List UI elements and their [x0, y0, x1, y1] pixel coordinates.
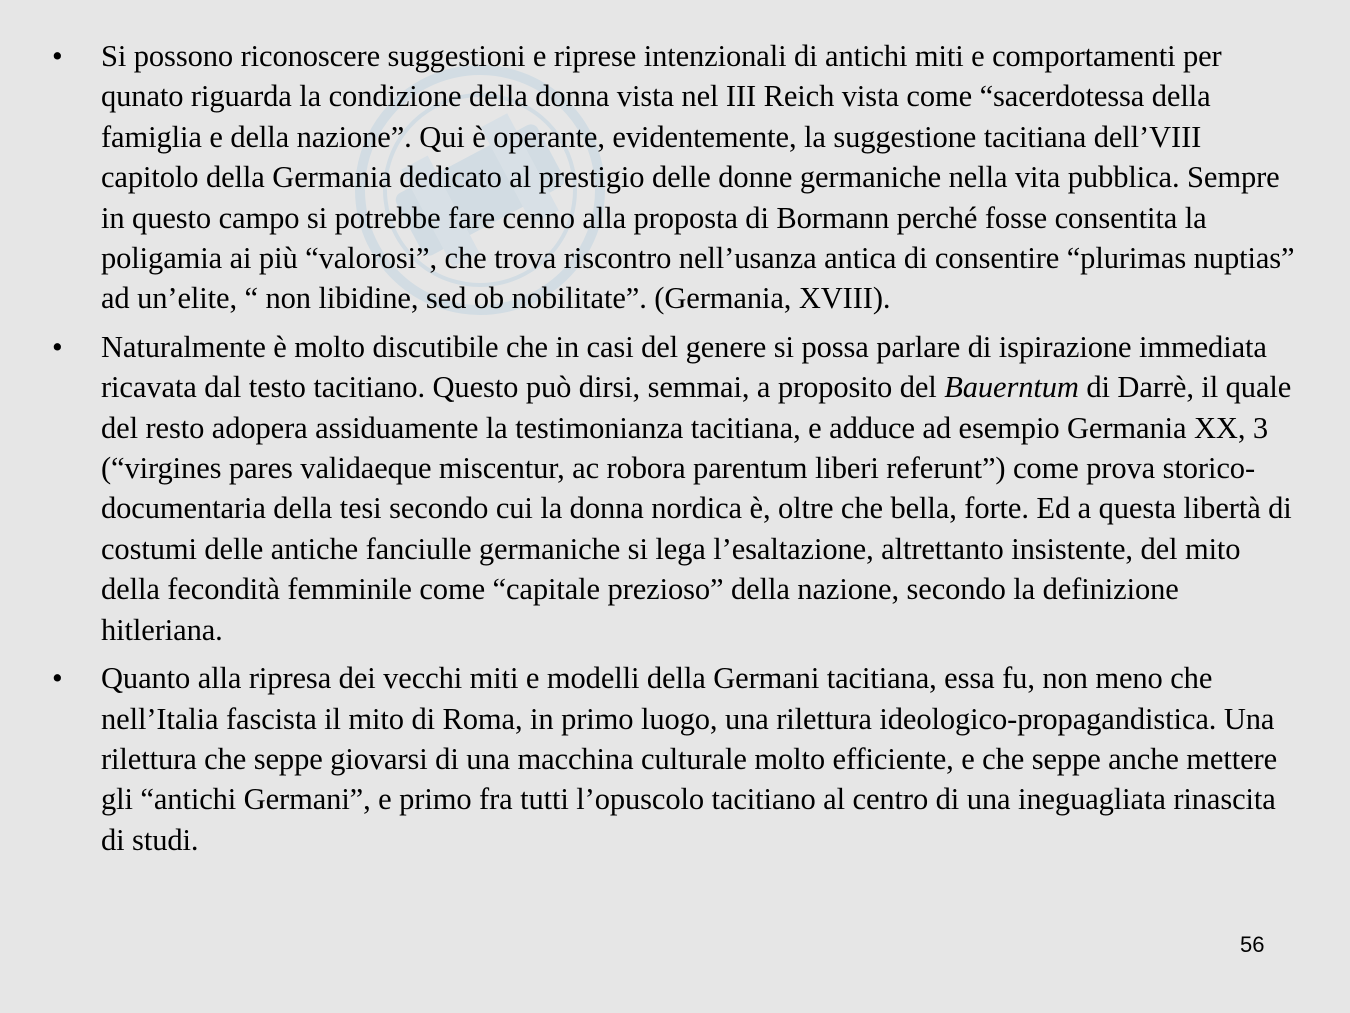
bullet-text-part: di Darrè, il quale del resto adopera assiduamente la testimonianza tacitiana, e adduce ad esempio Germania XX, 3 (“virgines pares validaeque miscentur, ac robora parentum liberi referunt”) come prova storico-documentaria della tesi secondo cui la donna nordica è, oltre che bella, forte. Ed a questa libertà di costumi delle antiche fanciulle germaniche si lega l’esaltazione, altrettanto insistente, del mito della fecondità femminile come “capitale prezioso” della nazione, secondo la definizione hitleriana.: [101, 370, 1292, 647]
bullet-text: Si possono riconoscere suggestioni e riprese intenzionali di antichi miti e comportamenti per qunato riguarda la condizione della donna vista nel III Reich vista come “sacerdotessa della famiglia e della nazione”. Qui è operante, evidentemente, la suggestione tacitiana dell’VIII capitolo della Germania dedicato al prestigio delle donne germaniche nella vita pubblica. Sempre in questo campo si potrebbe fare cenno alla proposta di Bormann perché fosse consentita la poligamia ai più “valorosi”, che trova riscontro nell’usanza antica di consentire “plurimas nuptias” ad un’elite, “ non libidine, sed ob nobilitate”. (Germania, XVIII).: [101, 39, 1295, 316]
bullet-marker: •: [52, 661, 63, 696]
bullet-item: [0, 327, 1350, 650]
bullet-marker: •: [52, 39, 63, 73]
bullet-list: [0, 36, 1350, 868]
bullet-marker: •: [52, 329, 63, 364]
italic-term: Bauerntum: [944, 370, 1079, 405]
bullet-item: [0, 658, 1350, 860]
bullet-text-part: Naturalmente è molto discutibile che in casi del genere si possa parlare di ispirazione immediata ricavata dal testo tacitiano. Questo può dirsi, semmai, a proposito del: [101, 329, 1267, 405]
bullet-item: [0, 36, 1350, 319]
page-number: 56: [1240, 932, 1265, 957]
bullet-text: Quanto alla ripresa dei vecchi miti e modelli della Germani tacitiana, essa fu, non meno che nell’Italia fascista il mito di Roma, in primo luogo, una rilettura ideologico-propagandistica. Una rilettura che seppe giovarsi di una macchina culturale molto efficiente, e che seppe anche mettere gli “antichi Germani”, e primo fra tutti l’opuscolo tacitiano al centro di una ineguagliata rinascita di studi.: [101, 661, 1278, 857]
